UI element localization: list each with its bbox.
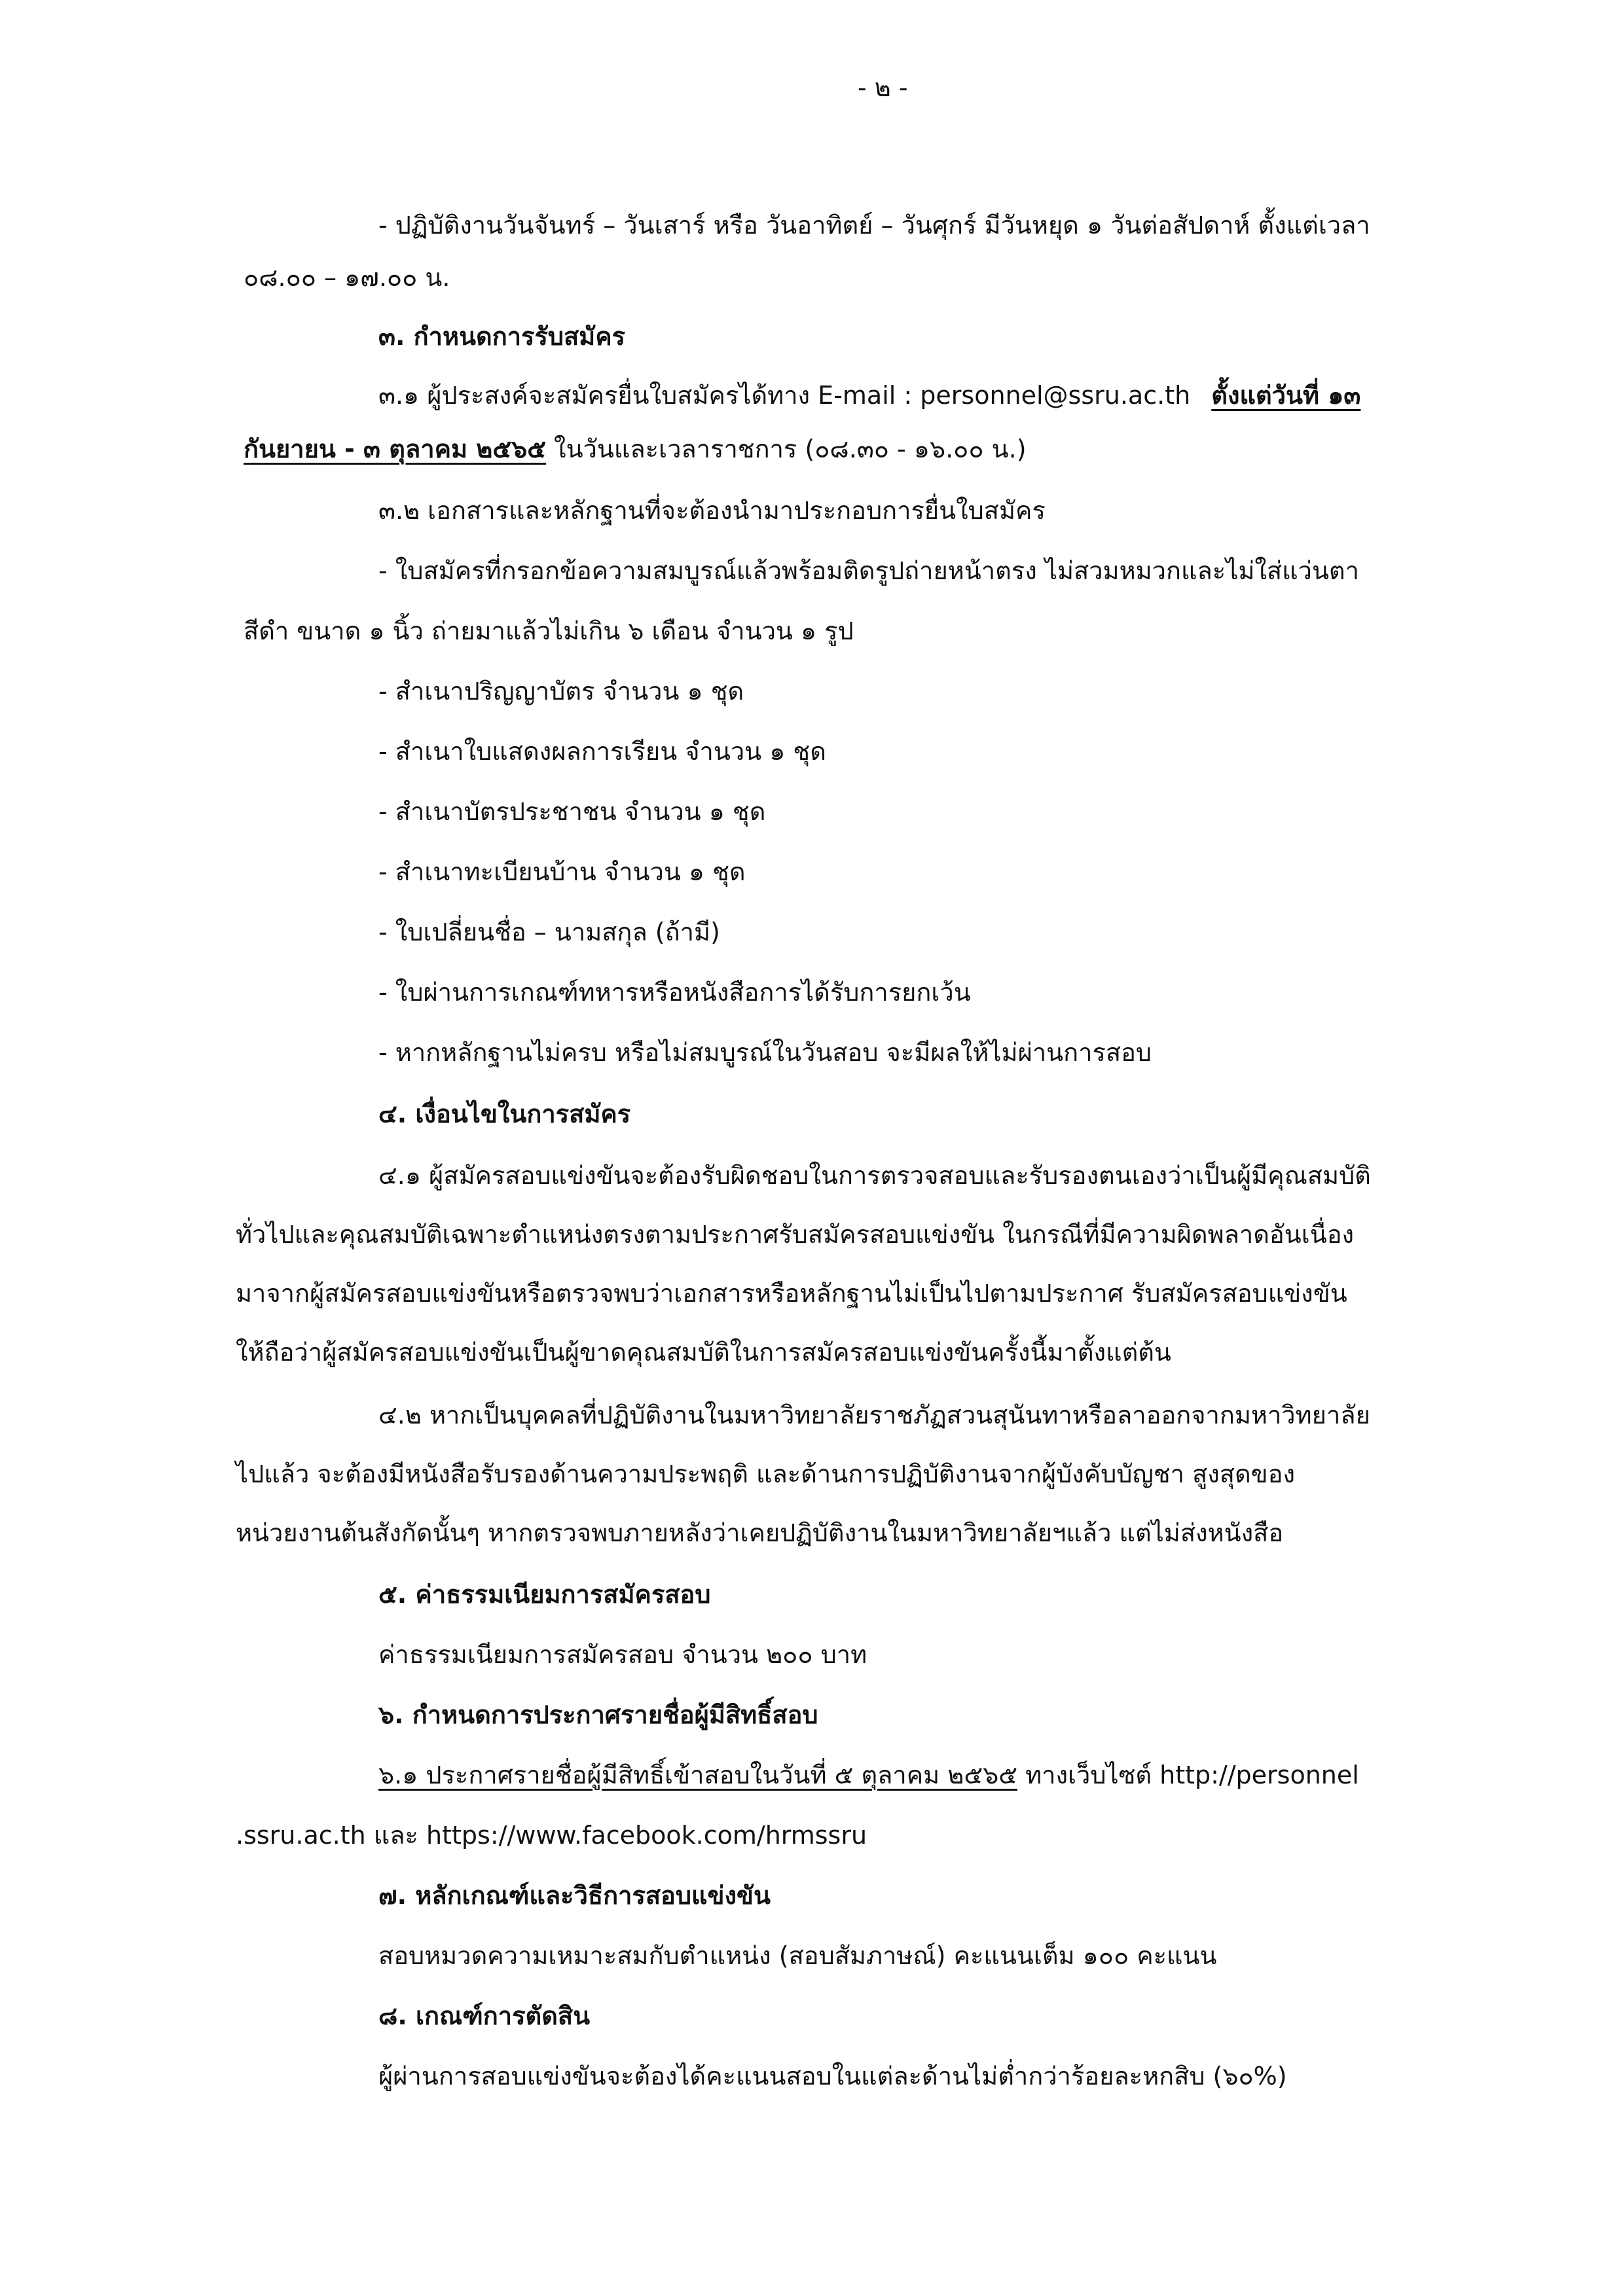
section-3-2: ๓.๒ เอกสารและหลักฐานที่จะต้องนำมาประกอบการยื่นใบสมัคร xyxy=(378,496,1046,525)
section-3-1-line-2 xyxy=(244,435,1027,465)
list-item: - ใบเปลี่ยนชื่อ – นามสกุล (ถ้ามี) xyxy=(378,918,720,946)
section-5-text: ค่าธรรมเนียมการสมัครสอบ จำนวน ๒๐๐ บาท xyxy=(378,1640,867,1669)
section-8-text: ผู้ผ่านการสอบแข่งขันจะต้องได้คะแนนสอบในแต่ละด้านไม่ต่ำกว่าร้อยละหกสิบ (๖๐%) xyxy=(378,2062,1287,2090)
section-5-heading: ๕. ค่าธรรมเนียมการสมัครสอบ xyxy=(378,1580,711,1609)
section-6-1-announce-date: ๖.๑ ประกาศรายชื่อผู้มีสิทธิ์เข้าสอบในวันที่ ๕ ตุลาคม ๒๕๖๕ xyxy=(378,1761,1017,1789)
list-item: - สำเนาบัตรประชาชน จำนวน ๑ ชุด xyxy=(378,797,766,826)
section-6-1-line-1 xyxy=(378,1761,1359,1791)
section-4-2-line: หน่วยงานต้นสังกัดนั้นๆ หากตรวจพบภายหลังว่าเคยปฏิบัติงานในมหาวิทยาลัยฯแล้ว แต่ไม่ส่งหนังสือ xyxy=(236,1518,1284,1547)
photo-requirement-line-2: สีดำ ขนาด ๑ นิ้ว ถ่ายมาแล้วไม่เกิน ๖ เดือน จำนวน ๑ รูป xyxy=(244,617,854,645)
section-4-2-line: ไปแล้ว จะต้องมีหนังสือรับรองด้านความประพฤติ และด้านการปฏิบัติงานจากผู้บังคับบัญชา สูงสุดของ xyxy=(236,1460,1296,1488)
section-6-1-website: ทางเว็บไซต์ http://personnel xyxy=(1017,1761,1359,1789)
section-3-1-hours: ในวันและเวลาราชการ (๐๘.๓๐ - ๑๖.๐๐ น.) xyxy=(545,435,1027,463)
list-item: - สำเนาใบแสดงผลการเรียน จำนวน ๑ ชุด xyxy=(378,737,826,766)
section-4-2-line: ๔.๒ หากเป็นบุคคลที่ปฏิบัติงานในมหาวิทยาลัยราชภัฏสวนสุนันทาหรือลาออกจากมหาวิทยาลัย xyxy=(378,1401,1370,1429)
section-3-1-line-1 xyxy=(378,381,1360,411)
list-item: - ใบผ่านการเกณฑ์ทหารหรือหนังสือการได้รับการยกเว้น xyxy=(378,978,971,1007)
section-3-1-date-range: กันยายน - ๓ ตุลาคม ๒๕๖๕ xyxy=(244,435,546,463)
section-7-heading: ๗. หลักเกณฑ์และวิธีการสอบแข่งขัน xyxy=(378,1881,771,1910)
list-item: - หากหลักฐานไม่ครบ หรือไม่สมบูรณ์ในวันสอบ จะมีผลให้ไม่ผ่านการสอบ xyxy=(378,1038,1152,1067)
section-4-1-line: ทั่วไปและคุณสมบัติเฉพาะตำแหน่งตรงตามประกาศรับสมัครสอบแข่งขัน ในกรณีที่มีความผิดพลาดอันเนื่อง xyxy=(236,1220,1355,1249)
section-7-text: สอบหมวดความเหมาะสมกับตำแหน่ง (สอบสัมภาษณ์) คะแนนเต็ม ๑๐๐ คะแนน xyxy=(378,1941,1217,1970)
section-4-1-line: ให้ถือว่าผู้สมัครสอบแข่งขันเป็นผู้ขาดคุณสมบัติในการสมัครสอบแข่งขันครั้งนี้มาตั้งแต่ต้น xyxy=(236,1338,1171,1367)
list-item: - สำเนาทะเบียนบ้าน จำนวน ๑ ชุด xyxy=(378,857,746,886)
section-3-1-text: ๓.๑ ผู้ประสงค์จะสมัครยื่นใบสมัครได้ทาง E-mail : personnel@ssru.ac.th xyxy=(378,381,1191,410)
page-number: - ๒ - xyxy=(858,73,908,102)
photo-requirement-line-1: - ใบสมัครที่กรอกข้อความสมบูรณ์แล้วพร้อมติดรูปถ่ายหน้าตรง ไม่สวมหมวกและไม่ใส่แว่นตา xyxy=(378,556,1359,585)
list-item: - สำเนาปริญญาบัตร จำนวน ๑ ชุด xyxy=(378,677,744,706)
section-4-heading: ๔. เงื่อนไขในการสมัคร xyxy=(378,1100,631,1128)
section-6-1-line-2: .ssru.ac.th และ https://www.facebook.com/hrmssru xyxy=(236,1821,867,1850)
work-days-line-1: - ปฏิบัติงานวันจันทร์ – วันเสาร์ หรือ วันอาทิตย์ – วันศุกร์ มีวันหยุด ๑ วันต่อสัปดาห์ ตั้งแต่เวลา xyxy=(378,211,1370,240)
section-3-1-date-start: ตั้งแต่วันที่ ๑๓ xyxy=(1211,381,1361,410)
section-4-1-line: มาจากผู้สมัครสอบแข่งขันหรือตรวจพบว่าเอกสารหรือหลักฐานไม่เป็นไปตามประกาศ รับสมัครสอบแข่งขัน xyxy=(236,1279,1347,1308)
work-days-line-2: ๐๘.๐๐ – ๑๗.๐๐ น. xyxy=(244,263,450,292)
section-8-heading: ๘. เกณฑ์การตัดสิน xyxy=(378,2001,591,2030)
section-6-heading: ๖. กำหนดการประกาศรายชื่อผู้มีสิทธิ์สอบ xyxy=(378,1700,818,1729)
section-3-heading: ๓. กำหนดการรับสมัคร xyxy=(378,322,626,351)
section-4-1-line: ๔.๑ ผู้สมัครสอบแข่งขันจะต้องรับผิดชอบในการตรวจสอบและรับรองตนเองว่าเป็นผู้มีคุณสมบัติ xyxy=(378,1161,1371,1190)
